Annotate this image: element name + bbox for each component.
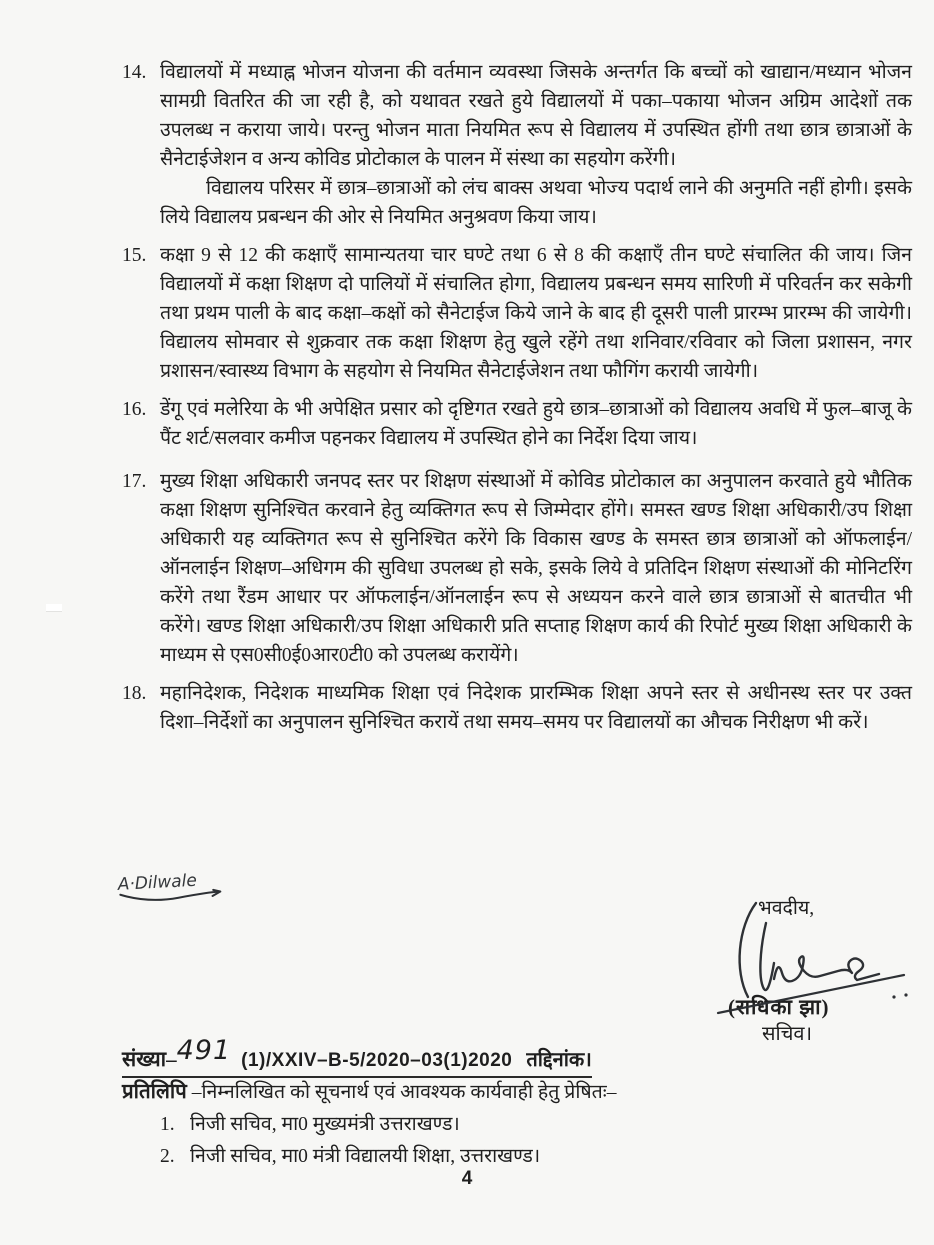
item-text: कक्षा 9 से 12 की कक्षाएँ सामान्यतया चार घण्टे तथा 6 से 8 की कक्षाएँ तीन घण्टे संचालित की जाय। जिन विद्यालयों में कक्षा शिक्षण दो पालियों में संचालित होगा, विद्यालय प्रबन्धन समय सारिणी में परिवर्तन कर सकेगी तथा प्रथम पाली के बाद कक्षा–कक्षों को सैनेटाईज किये जाने के बाद ही दूसरी पाली प्रारम्भ प्रारम्भ की जायेगी। विद्यालय सोमवार से शुक्रवार तक कक्षा शिक्षण हेतु खुले रहेंगे तथा शनिवार/रविवार को जिला प्रशासन, नगर प्रशासन/स्वास्थ्य विभाग के सहयोग से नियमित सैनेटाईजेशन तथा फौगिंग करायी जायेगी।	[160, 245, 912, 382]
item-number: 17.	[122, 471, 147, 492]
item-number: 16.	[122, 399, 147, 420]
reference-line	[122, 1035, 912, 1078]
item-text: महानिदेशक, निदेशक माध्यमिक शिक्षा एवं निदेशक प्रारम्भिक शिक्षा अपने स्तर से अधीनस्थ स्तर पर उक्त दिशा–निर्देशों का अनुपालन सुनिश्चित करायें तथा समय–समय पर विद्यालयों का औचक निरीक्षण भी करें।	[160, 683, 912, 733]
signatory-name: (राधिका झा)	[728, 995, 830, 1019]
copy-item-text: निजी सचिव, मा0 मंत्री विद्यालयी शिक्षा, उत्तराखण्ड।	[190, 1146, 541, 1167]
handwritten-initials	[117, 869, 228, 905]
reference-suffix: तद्दिनांक।	[526, 1049, 592, 1071]
item-14-paragraph: विद्यालयों में मध्याह्न भोजन योजना की वर्तमान व्यवस्था जिसके अन्तर्गत कि बच्चों को खाद्यान/मध्यान भोजन सामग्री वितरित की जा रही है, को यथावत रखते हुये विद्यालयों में पका–पकाया भोजन अग्रिम आदेशों तक उपलब्ध न कराया जाये। परन्तु भोजन माता नियमित रूप से विद्यालय में उपस्थित होंगी तथा छात्र छात्राओं के सैनेटाईजेशन व अन्य कोविड प्रोटोकाल के पालन में संस्था का सहयोग करेंगी।	[160, 62, 912, 170]
item-14-continuation: विद्यालय परिसर में छात्र–छात्राओं को लंच बाक्स अथवा भोज्य पदार्थ लाने की अनुमति नहीं होगी। इसके लिये विद्यालय प्रबन्धन की ओर से नियमित अनुश्रवण किया जाय।	[160, 178, 912, 228]
copies-heading-label: प्रतिलिपि	[122, 1081, 187, 1103]
item-number: 18.	[122, 683, 147, 704]
reference-handwritten-number: 491	[176, 1035, 232, 1066]
scan-artifact	[46, 604, 62, 611]
item-text: मुख्य शिक्षा अधिकारी जनपद स्तर पर शिक्षण संस्थाओं में कोविड प्रोटोकाल का अनुपालन करवाते हुये भौतिक कक्षा शिक्षण सुनिश्चित करवाने हेतु व्यक्तिगत रूप से जिम्मेदार होंगे। समस्त खण्ड शिक्षा अधिकारी/उप शिक्षा अधिकारी यह व्यक्तिगत रूप से सुनिश्चित करेंगे कि विकास खण्ड के समस्त छात्र छात्राओं को ऑफलाईन/ऑनलाईन शिक्षण–अधिगम की सुविधा उपलब्ध हो सके, इसके लिये वे प्रतिदिन शिक्षण संस्थाओं की मोनिटरिंग करेंगे तथा रैंडम आधार पर ऑफलाईन/ऑनलाईन रूप से अध्ययन करने वाले छात्र छात्राओं से बातचीत भी करेंगे। खण्ड शिक्षा अधिकारी/उप शिक्षा अधिकारी प्रति सप्ताह शिक्षण कार्य की रिपोर्ट मुख्य शिक्षा अधिकारी के माध्यम से एस0सी0ई0आर0टी0 को उपलब्ध करायेंगे।	[160, 471, 912, 666]
item-text	[160, 58, 912, 232]
item-text: डेंगू एवं मलेरिया के भी अपेक्षित प्रसार को दृष्टिगत रखते हुये छात्र–छात्राओं को विद्यालय अवधि में फुल–बाजू के पैंट शर्ट/सलवार कमीज पहनकर विद्यालय में उपस्थित होने का निर्देश दिया जाय।	[160, 399, 912, 449]
list-item-15	[122, 241, 912, 386]
reference-label: संख्या–	[122, 1047, 177, 1071]
list-item-16	[122, 395, 912, 453]
copy-item-number: 1.	[160, 1114, 175, 1135]
copy-item-number: 2.	[160, 1146, 175, 1167]
signature-closing: भवदीय,	[758, 898, 815, 919]
copies-section	[122, 1078, 912, 1175]
reference-number: (1)/XXIV–B-5/2020–03(1)2020	[241, 1050, 513, 1071]
copy-list-item-1	[160, 1111, 912, 1139]
signatory-title: सचिव।	[762, 1023, 813, 1045]
copies-heading	[122, 1078, 912, 1107]
list-item-14	[122, 58, 912, 232]
copies-heading-rest: –निम्नलिखित को सूचनार्थ एवं आवश्यक कार्यवाही हेतु प्रेषितः–	[191, 1082, 617, 1103]
item-number: 14.	[122, 62, 147, 83]
copy-item-text: निजी सचिव, मा0 मुख्यमंत्री उत्तराखण्ड।	[190, 1114, 460, 1135]
list-item-17	[122, 467, 912, 670]
directive-list	[122, 58, 912, 746]
page-number: 4	[461, 1168, 473, 1189]
list-item-18	[122, 679, 912, 737]
handwritten-initials-text: A·Dilwale	[117, 870, 198, 895]
reference-underlined	[122, 1035, 592, 1078]
copy-list-item-2	[160, 1143, 912, 1171]
signature-block	[700, 895, 915, 1048]
item-number: 15.	[122, 245, 147, 266]
